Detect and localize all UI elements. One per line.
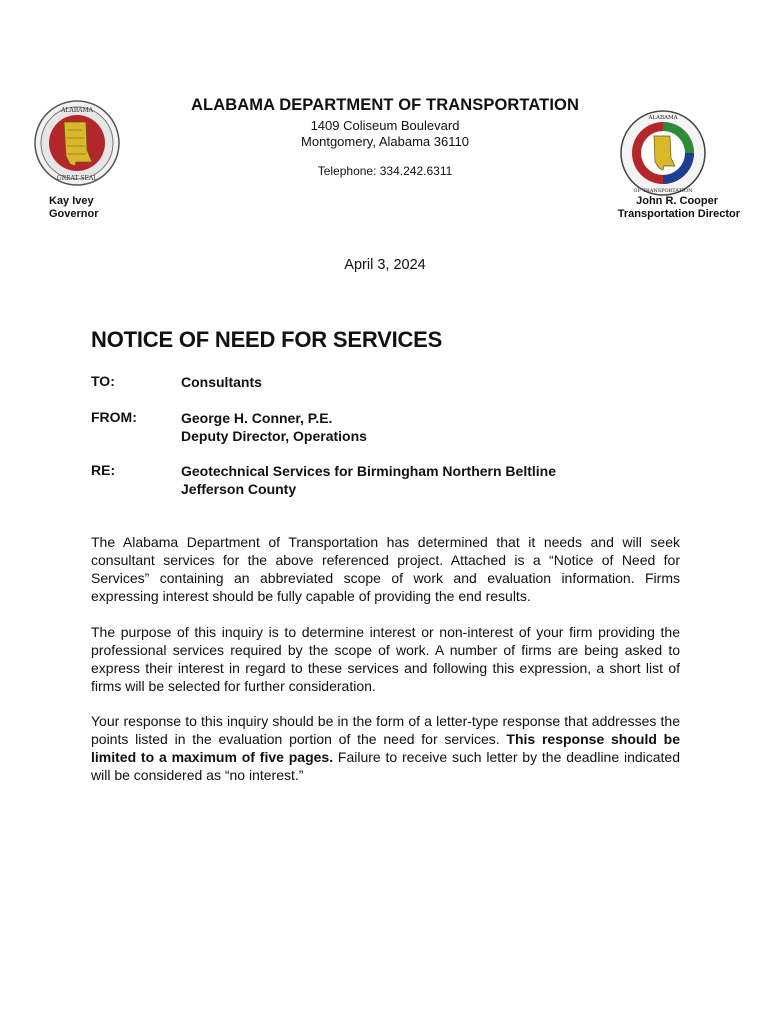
from-value (181, 409, 367, 445)
svg-text:GREAT SEAL: GREAT SEAL (56, 175, 98, 182)
director-title: Transportation Director (617, 208, 740, 220)
re-label: RE: (91, 462, 116, 478)
agency-name: ALABAMA DEPARTMENT OF TRANSPORTATION (191, 96, 579, 114)
governor-title: Governor (49, 208, 99, 220)
re-subject: Geotechnical Services for Birmingham Northern Beltline (181, 463, 556, 479)
governor-name: Kay Ivey (49, 195, 94, 207)
from-name: George H. Conner, P.E. (181, 410, 333, 426)
to-label: TO: (91, 373, 115, 389)
paragraph-3-end: Failure to receive such letter by the deadline indicated will be considered as “no interest.” (91, 749, 680, 783)
telephone: Telephone: 334.242.6311 (317, 164, 453, 178)
svg-text:OF TRANSPORTATION: OF TRANSPORTATION (633, 188, 693, 194)
body-paragraph-2: The purpose of this inquiry is to determine interest or non-interest of your firm providing the professional services required by the scope of work. A number of firms are being asked to express their interest in regard to these services and following this expression, a short list of firms will be selected for further consideration. (91, 624, 680, 694)
body-paragraph-3 (91, 712, 680, 784)
svg-text:ALABAMA: ALABAMA (648, 115, 678, 121)
from-label: FROM: (91, 409, 137, 425)
address-line-1: 1409 Coliseum Boulevard (310, 118, 460, 133)
page-limit-notice: This response should be limited to a maximum of five pages. (91, 731, 680, 765)
letter-date: April 3, 2024 (344, 257, 426, 273)
director-name: John R. Cooper (636, 195, 718, 207)
to-value: Consultants (181, 374, 262, 390)
from-title: Deputy Director, Operations (181, 428, 367, 444)
address-line-2: Montgomery, Alabama 36110 (301, 134, 469, 149)
re-value (181, 462, 556, 498)
re-county: Jefferson County (181, 481, 297, 497)
body-paragraph-1: The Alabama Department of Transportation has determined that it needs and will seek consultant services for the above referenced project. Attached is a “Notice of Need for Services” containing an abbreviated scope of work and evaluation information. Firms expressing interest should be fully capable of providing the end results. (91, 534, 680, 604)
paragraph-3-start: Your response to this inquiry should be in the form of a letter-type response that addresses the points listed in the evaluation portion of the need for services. (91, 713, 680, 747)
notice-title: NOTICE OF NEED FOR SERVICES (91, 327, 443, 352)
svg-text:ALABAMA: ALABAMA (61, 107, 93, 114)
